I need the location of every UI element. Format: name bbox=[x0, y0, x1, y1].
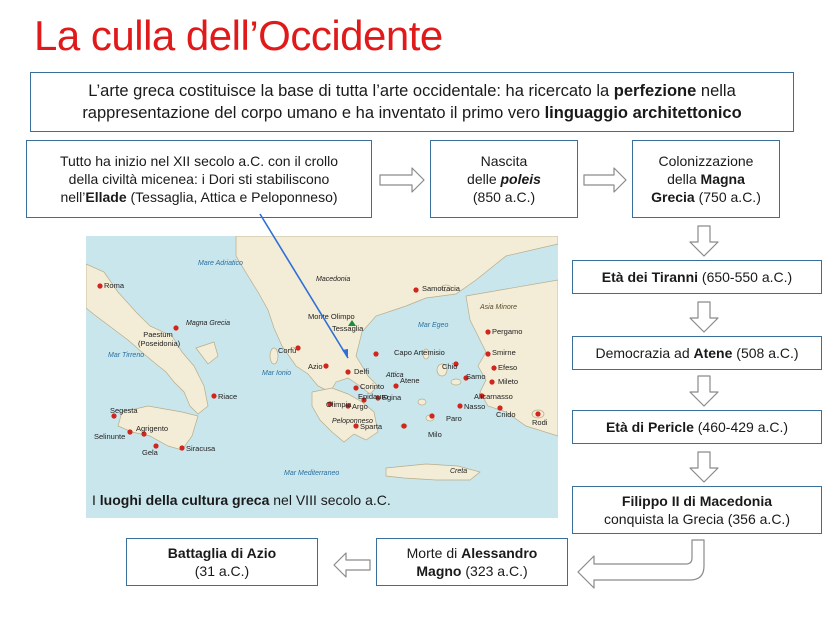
city-label-olimpia: Olimpia bbox=[326, 400, 352, 409]
city-label-argo: Argo bbox=[352, 402, 368, 411]
democrazia-post: (508 a.C.) bbox=[732, 344, 799, 361]
pericle-post: (460-429 a.C.) bbox=[693, 418, 789, 435]
city-label-pergamo: Pergamo bbox=[492, 327, 523, 336]
city-label-corfu: Corfù bbox=[278, 346, 297, 355]
tiranni-post: (650-550 a.C.) bbox=[698, 268, 793, 285]
arrow-down-2 bbox=[690, 302, 718, 332]
city-label-monte-olimpo: Monte Olimpo bbox=[308, 312, 355, 321]
arrow-left-1 bbox=[334, 553, 370, 577]
city-label-gela: Gela bbox=[142, 448, 158, 457]
map-caption-pre: I bbox=[92, 492, 100, 508]
city-label-efeso: Efeso bbox=[498, 363, 518, 372]
region-creta: Creta bbox=[450, 468, 468, 475]
city-label-tessaglia: Tessaglia bbox=[332, 324, 364, 333]
city-label-roma: Roma bbox=[104, 281, 125, 290]
city-label-delfi: Delfi bbox=[354, 367, 370, 376]
city-label-nasso: Nasso bbox=[464, 402, 486, 411]
filippo-line-1: Filippo II di Macedonia bbox=[621, 492, 773, 509]
pericle-bold: Età di Pericle bbox=[605, 418, 694, 435]
azio-line-1: Battaglia di Azio bbox=[167, 544, 277, 561]
city-label-samo: Samo bbox=[466, 372, 486, 381]
start-line-2: della civiltà micenea: i Dori sti stabiliscono bbox=[68, 170, 330, 187]
colonizzazione-line-2-bold: Magna bbox=[700, 170, 745, 187]
sea-label-3: Mar Egeo bbox=[418, 322, 449, 329]
sea-label-1: Mar Tirreno bbox=[108, 352, 145, 359]
map-pointer-head bbox=[342, 349, 348, 358]
arrow-down-1 bbox=[690, 226, 718, 256]
intro-bold-linguaggio: linguaggio architettonico bbox=[544, 104, 742, 122]
city-label-egina: Egina bbox=[382, 393, 402, 402]
colonizzazione-line-2-pre: della bbox=[667, 170, 701, 187]
democrazia-pre: Democrazia ad bbox=[595, 344, 694, 361]
start-line-3-bold: Ellade bbox=[85, 189, 127, 206]
city-label-agrigento: Agrigento bbox=[136, 424, 169, 433]
poleis-line-2-pre: delle bbox=[467, 170, 501, 187]
region-attica: Attica bbox=[386, 372, 404, 379]
start-line-3-post: (Tessaglia, Attica e Peloponneso) bbox=[126, 189, 338, 206]
page-title: La culla dell’Occidente bbox=[34, 12, 443, 59]
start-line-3-pre: nell’ bbox=[60, 189, 86, 206]
intro-text-1: L’arte greca costituisce la base di tutta l’arte occidentale: ha ricercato la bbox=[88, 81, 614, 100]
city-label-milo: Milo bbox=[428, 430, 442, 439]
city-label-riace: Riace bbox=[218, 392, 238, 401]
tiranni-bold: Età dei Tiranni bbox=[601, 268, 699, 285]
sea-label-4: Mar Mediterraneo bbox=[284, 470, 340, 477]
city-label-corinto: Corinto bbox=[360, 382, 385, 391]
city-label-atene: Atene bbox=[400, 376, 420, 385]
city-label-paro: Paro bbox=[446, 414, 462, 423]
intro-bold-perfezione: perfezione bbox=[613, 81, 697, 100]
azio-line-2: (31 a.C.) bbox=[194, 563, 250, 579]
alessandro-post: (323 a.C.) bbox=[461, 563, 528, 579]
arrow-down-4 bbox=[690, 452, 718, 482]
poleis-line-2-bold: poleis bbox=[500, 170, 541, 187]
city-label-azio: Azio bbox=[308, 362, 323, 371]
region-macedonia: Macedonia bbox=[316, 276, 351, 283]
city-label-capo-artemisio: Capo Artemisio bbox=[394, 348, 445, 357]
poleis-line-3: (850 a.C.) bbox=[472, 189, 536, 206]
sea-label-5: Asia Minore bbox=[480, 304, 517, 311]
sea-label-0: Mare Adriatico bbox=[198, 260, 243, 267]
city-label-selinunte: Selinunte bbox=[94, 432, 126, 441]
city-label-siracusa: Siracusa bbox=[186, 444, 216, 453]
colonizzazione-line-1: Colonizzazione bbox=[658, 152, 754, 169]
arrow-right-2 bbox=[584, 168, 626, 192]
city-label-paestum: Paestum (Poseidonia) bbox=[138, 330, 181, 348]
city-label-chio: Chio bbox=[442, 362, 458, 371]
map-caption-bold: luoghi della cultura greca bbox=[99, 492, 270, 508]
arrow-right-1 bbox=[380, 168, 424, 192]
city-label-rodi: Rodi bbox=[532, 418, 548, 427]
arrow-down-3 bbox=[690, 376, 718, 406]
colonizzazione-line-3-bold: Grecia bbox=[651, 189, 695, 206]
sea-label-2: Mar Ionio bbox=[262, 370, 292, 377]
arrow-curve bbox=[578, 540, 704, 588]
region-magna-grecia: Magna Grecia bbox=[186, 320, 230, 327]
poleis-line-1: Nascita bbox=[480, 152, 528, 169]
city-label-sparta: Sparta bbox=[360, 422, 383, 431]
city-label-smirne: Smirne bbox=[492, 348, 516, 357]
democrazia-bold: Atene bbox=[693, 344, 733, 361]
city-label-cnido: Cnido bbox=[496, 410, 516, 419]
map-caption-post: nel VIII secolo a.C. bbox=[269, 492, 391, 508]
start-line-1: Tutto ha inizio nel XII secolo a.C. con il crollo bbox=[59, 152, 339, 169]
map-pointer-line bbox=[260, 214, 351, 358]
colonizzazione-line-3-post: (750 a.C.) bbox=[694, 189, 761, 206]
city-label-alicarnasso: Alicarnasso bbox=[474, 392, 513, 401]
alessandro-pre: Morte di bbox=[406, 544, 462, 561]
city-label-epidauro: Epidauro bbox=[358, 392, 389, 401]
region-peloponneso: Peloponneso bbox=[332, 418, 373, 425]
alessandro-bold-1: Alessandro bbox=[461, 544, 538, 561]
filippo-line-2: conquista la Grecia (356 a.C.) bbox=[604, 511, 790, 527]
intro-text-2: nella rappresentazione del corpo umano e ha inventato il primo vero bbox=[82, 81, 736, 122]
city-label-segesta: Segesta bbox=[110, 406, 138, 415]
city-label-samotracia: Samotracia bbox=[422, 284, 460, 293]
alessandro-bold-2: Magno bbox=[416, 563, 462, 579]
city-label-mileto: Mileto bbox=[498, 377, 519, 386]
